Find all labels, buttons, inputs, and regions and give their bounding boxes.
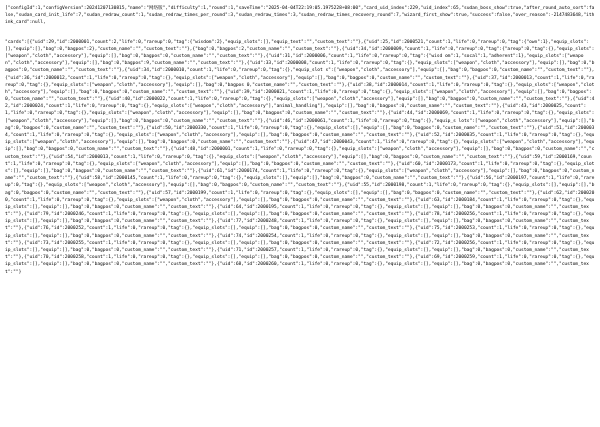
- json-header-block: [0, 0, 600, 27]
- json-body-text: "cards":[{"uid":29,"id":2000001,"count":2,"life":0,"rareup":0,"tag":{"wisdom":2},"equip_slots":[],"equip_text":"","custom_text":""},{"uid":25,"id":2000521,"count":1,"life":0,"rareup":0,"tag":{"own":1},"equip_slots":[],"equip":[],"bag":0,"bagpos":2},"custom_name":"","custom_text":""},{"bag":0,"bagpos":2,"custom_name":"","custom_text":""},{"uid":34,"id":2000009,"count":1,"life":0,"rareup":0,"tag":{"areup":0,"tag":{},"equip_slots":["weapon","cloth","accessory"],"equip":[],"bag":0,"bagpos":0,"custom_name":"","custom_text":""},{"uid":31,"id":2000006,"count":1,"life":0,"rareup":0,"tag":{"wisd om":1,"socal":1,"adherent":1},"equip_slots":["weapon","cloth","accessory"],"equip":[],"bag":0,"bagpos":9,"custom_name":"","custom_text":""},{"uid":33,"id":2000008,"count":1,"life":0,"rareup":0,"tag":{},"equip_slots":["weapon","cloth","accessory"],"equip":[],"bag":0,"bagpos":0,"custom_name":"","custom_text":""},{"uid":34,"id":2000010,"count":1,"life":0,"rareup":0,"tag":{},"equip_slot s":["weapon","cloth","accessory"],"equip":[],"bag":0,"bagpos":0,"custom_name":"","custom_text":""},{"uid":36,"id":2000012,"count":1,"life":0,"rareup":0,"tag":{},"equip_slots":["weapon","cloth","accessory"],"equip":[],"bag":0,"bagpos":0,"custom_name":"","custom_text":""},{"uid":37,"id":2000013,"count":1,"life":0,"rareup":0,"tag":{},"equip_slots":["weapon","cloth","accessory"],"equip":[],"bag":0,"bagpos 0,"custom_name":"","custom_text":""},{"uid":38,"id":2000014,"count":1,"life":0,"rareup":0,"tag":{},"equip_slots":["weapon","cloth","accessory"],"equip":[],"bag":0,"bagpos":0,"custom_name":"","custom_text":""},{"uid":39,"id":2000021,"count":1,"life":0,"rareup":0,"tag":{},"equip_slots":["weapon","cloth","accessory"],"equip":[],"bag":0,"bagpos":0,"custom_name":"","custom_text":""},{"uid":40,"id":2000022,"count":1,"life":0,"rareup":0,"tag":{},"equip_slots":["weapon","cloth","accessory"],"equip":[],"bag":0,"bagpos":0,"custom_name":"","custom_text":""},{"uid":42,"id":2000024,"count":1,"life":0,"rareup":0,"tag":{},"equip_slots":["weapon","cloth","accessory"],"animal_handling"],"equip":[],"bag":0,"bagpos":0,"custom_name":"","custom_text":""},{"uid":43,"id":2000025,"count":1,"life":0,"rareup":0,"tag":{},"equip_slots":["weapon","cloth","accessory"],"equip":[],"bag":0,"bagpos":0,"custom_name":"","custom_text":""},{"uid":44,"id":2000069,"count":1,"life":0,"rareup":0,"tag":{},"equip_slots":["weapon","cloth","accessory"],"equip":[],"bag":0,"bagpos":0,"custom_name":"","custom_text":""},{"uid":46,"id":2000061,"count":1,"life":0,"rareup":0,"tag":{},"equip_s lots":["weapon","cloth","accessory"],"equip":[],"bag":0,"bagpos":0,"custom_name":"","custom_text":""},{"uid":50,"id":2000330,"count":1,"life":0,"rareup":0,"tag":{},"equip_slots":[],"equip":[],"bag":0,"bagpos":0,"custom_name":"","custom_text":""},{"uid":51,"id":2000034,"count":1,"life":0,"rareup":0,"tag":{},"equip_slots":["weapon","cloth","accessory"],"equip":[],"bag":0,"bagpos":0,"custom_name":"","custom_text":""},{"uid":52,"id":2000035,"count":1,"life":0,"rareup":0,"tag":{},"equip_slots":["weapon","cloth","accessory"],"equip":[],"bag":0,"bagpos":0,"custom_name":"","custom_text":""},{"uid":47,"id":2000043,"count":1,"life":0,"rareup":0,"tag":{},"equip_slots":["weapon","cloth","accessory"],"equip":[],"bag":0,"bagpos":0,"custom_name":"","custom_text":""},{"uid":48,"id":2000001,"count":1,"life":0,"rareup":0,"tag":{},"equip_slots":["weapon","cloth","accessory"],"equip":[],"bag":0,"bagpos":0,"custom_name":"","custom_text":""},{"uid":54,"id":2000013,"count":1,"life":0,"rareup":0,"tag":{},"equip_slots":["weapon","cloth","accessory"],"equip":[],"bag":0,"bagpos":0,"custom_name":"","custom_text":""},{"uid":59,"id":2000169,"count":1,"life":0,"rareup":0,"tag":{},"equip_slots":["weapon","cloth","accessory"],"equip":[],"bag":0,"bagpos":0,"custom_name":"","custom_text":""},{"uid":60,"id":2000173,"count":1,"life":0,"rareup":0,"tag":{},"equip_slots":[],"equip":[],"bag":0,"bagpos":0,"custom_name":"","custom_text":""},{"uid":61,"id":2000174,"count":1,"life":0,"rareup":0,"tag":{},"equip_slots":["weapon","cloth","accessory"],"equip":[],"bag":0,"bagpos":0,"custom_name":"","custom_text":""},{"uid":58,"id":2000145,"count":1,"life":0,"rareup":0,"tag":{},"equip_slots":[],"equip":[],"bag":0,"bagpos":0,"custom_name":"","custom_text":""},{"uid":56,"id":2000197,"count":1,"life":0,"rareup":0,"tag":{},"equip_slots":["weapon","cloth","accessory"],"equip":[],"bag":0,"bagpos":0,"custom_name":"","custom_text":""},{"uid":55,"id":2000198,"count":1,"life":0,"rareup":0,"tag":{},"equip_slots":[],"equip":[],"bag":0,"bagpos":0,"custom_name":"","custom_text":""},{"uid":57,"id":2000199,"count":1,"life":0,"rareup":0,"tag":{},"equip_slots":[],"equip":[],"bag":0,"bagpos":0,"custom_name":"","custom_text":""},{"uid":62,"id":2000200,"count":1,"life":0,"rareup":0,"tag":{},"equip_slots":["weapon","cloth","accessory"],"equip":[],"bag":0,"bagpos":0,"custom_name":"","custom_text":""},{"uid":63,"id":2000184,"count":1,"life":0,"rareup":0,"tag":{},"equip_slots":[],"equip":[],"bag":0,"bagpos":0,"custom_name":"","custom_text":""},{"uid":64,"id":2000195,"count":1,"life":0,"rareup":0,"tag":{},"equip_slots":[],"equip":[],"bag":0,"bagpos":0,"custom_name":"","custom_text":""},{"uid":79,"id":2000246,"count":1,"life":0,"rareup":0,"tag":{},"equip_slots":[],"equip":[],"bag":0,"bagpos":0,"custom_name":"","custom_text":""},{"uid":78,"id":2000256,"count":1,"life":0,"rareup":0,"tag":{},"equip_slots":[],"equip":[],"bag":0,"bagpos":0,"custom_name":"","custom_text":""},{"uid":77,"id":2000248,"count":1,"life":0,"rareup":0,"tag":{},"equip_slots":[],"equip":[],"bag":0,"bagpos":0,"custom_name":"","custom_text":""},{"uid":76,"id":2000252,"count":1,"life":0,"rareup":0,"tag":{},"equip_slots":[],"equip":[],"bag":0,"bagpos":0,"custom_name":"","custom_text":""},{"uid":75,"id":2000253,"count":1,"life":0,"rareup":0,"tag":{},"equip_slots":[],"equip":[],"bag":0,"bagpos":0,"custom_name":"","custom_text":""},{"uid":74,"id":2000254,"count":1,"life":0,"rareup":0,"tag":{},"equip_slots":[],"equip":[],"bag":0,"bagpos":0,"custom_name":"","custom_text":""},{"uid":73,"id":2000255,"count":1,"life":0,"rareup":0,"tag":{},"equip_slots":[],"equip":[],"bag":0,"bagpos":0,"custom_name":"","custom_text":""},{"uid":72,"id":2000256,"count":1,"life":0,"rareup":0,"tag":{},"equip_slots":[],"equip":[],"bag":0,"bagpos":0,"custom_name":"","custom_text":""},{"uid":71,"id":2000257,"count":1,"life":0,"rareup":0,"tag":{},"equip_slots":[],"equip":[],"bag":0,"bagpos":0,"custom_name":"","custom_text":""},{"uid":70,"id":2000258,"count":1,"life":0,"rareup":0,"tag":{},"equip_slots":[],"equip":[],"bag":0,"bagpos":0,"custom_name":"","custom_text":""},{"uid":69,"id":2000259,"count":1,"life":0,"rareup":0,"tag":{},"equip_slots":[],"equip":[],"bag":0,"bagpos":0,"custom_name":"","custom_text":""},{"uid":68,"id":2000260,"count":1,"life":0,"rareup":0,"tag":{},"equip_slots":[],"equip":[],"bag":0,"bagpos":0,"custom_name":"","custom_text":""}: [5, 39, 595, 275]
- block-spacer: [0, 27, 600, 36]
- json-body-block: [0, 36, 600, 276]
- json-header-text: ["configId":1,"configVersion":20241207130815,"name":"网络版","difficulty":1,"round":1,"saveTime":"2025-04-04T22:19:05.1975228+08:00","card_uid_index":229,"uid_index":65,"sudan_boss_show":true,"after_round_auto_sort":false,"sudan_card_init_life":7,"sudan_redraw_count":1,"sudan_redraw_times_per_round":3,"sudan_redraw_times":3,"sudan_redraw_times_recovery_round":7,"wizard_first_show":true,"success":false,"over_reason":-2147483648,"ithink_card":null,: [5, 6, 595, 26]
